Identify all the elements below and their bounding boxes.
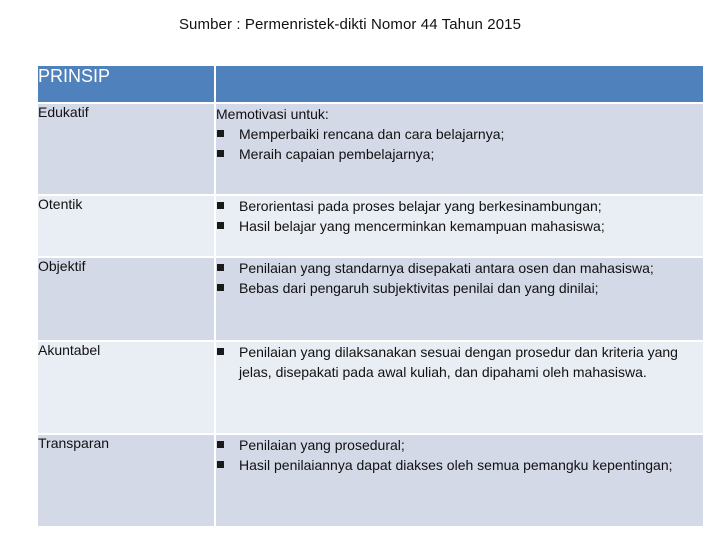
square-bullet-icon — [217, 461, 224, 468]
principles-table — [36, 64, 705, 528]
list-item — [216, 196, 703, 216]
list-item-text: Hasil penilaiannya dapat diakses oleh semua pemangku kepentingan; — [239, 457, 673, 473]
list-item-text: Penilaian yang dilaksanakan sesuai dengan prosedur dan kriteria yang jelas, disepakati pada awal kuliah, dan dipahami oleh mahasiswa. — [239, 344, 678, 380]
list-item — [216, 455, 703, 475]
table-header-row — [37, 65, 704, 103]
list-item — [216, 258, 703, 278]
header-principle: PRINSIP — [37, 65, 215, 103]
square-bullet-icon — [217, 222, 224, 229]
square-bullet-icon — [217, 130, 224, 137]
list-item-text: Hasil belajar yang mencerminkan kemampuan mahasiswa; — [239, 218, 605, 234]
description-intro: Memotivasi untuk: — [216, 106, 329, 122]
principle-description — [215, 195, 704, 257]
principle-description — [215, 257, 704, 341]
principle-description — [215, 103, 704, 195]
table-row — [37, 195, 704, 257]
square-bullet-icon — [217, 150, 224, 157]
principle-name: Akuntabel — [37, 341, 215, 434]
principle-name: Objektif — [37, 257, 215, 341]
list-item-text: Meraih capaian pembelajarnya; — [239, 146, 435, 162]
principle-name: Otentik — [37, 195, 215, 257]
list-item-text: Bebas dari pengaruh subjektivitas penilai dan yang dinilai; — [239, 280, 599, 296]
principle-description — [215, 434, 704, 527]
list-item — [216, 144, 703, 164]
square-bullet-icon — [217, 441, 224, 448]
square-bullet-icon — [217, 202, 224, 209]
list-item — [216, 435, 703, 455]
square-bullet-icon — [217, 348, 224, 355]
list-item-text: Penilaian yang prosedural; — [239, 437, 405, 453]
table-row — [37, 257, 704, 341]
principle-name: Transparan — [37, 434, 215, 527]
table-row — [37, 103, 704, 195]
list-item-text: Penilaian yang standarnya disepakati antara osen dan mahasiswa; — [239, 260, 654, 276]
table-row — [37, 341, 704, 434]
square-bullet-icon — [217, 264, 224, 271]
header-description — [215, 65, 704, 103]
list-item-text: Berorientasi pada proses belajar yang berkesinambungan; — [239, 198, 602, 214]
principle-description — [215, 341, 704, 434]
source-caption: Sumber : Permenristek-dikti Nomor 44 Tahun 2015 — [178, 16, 522, 33]
table-row — [37, 434, 704, 527]
list-item — [216, 124, 703, 144]
list-item — [216, 342, 703, 382]
list-item-text: Memperbaiki rencana dan cara belajarnya; — [239, 126, 505, 142]
list-item — [216, 278, 703, 298]
list-item — [216, 216, 703, 236]
principle-name: Edukatif — [37, 103, 215, 195]
square-bullet-icon — [217, 284, 224, 291]
